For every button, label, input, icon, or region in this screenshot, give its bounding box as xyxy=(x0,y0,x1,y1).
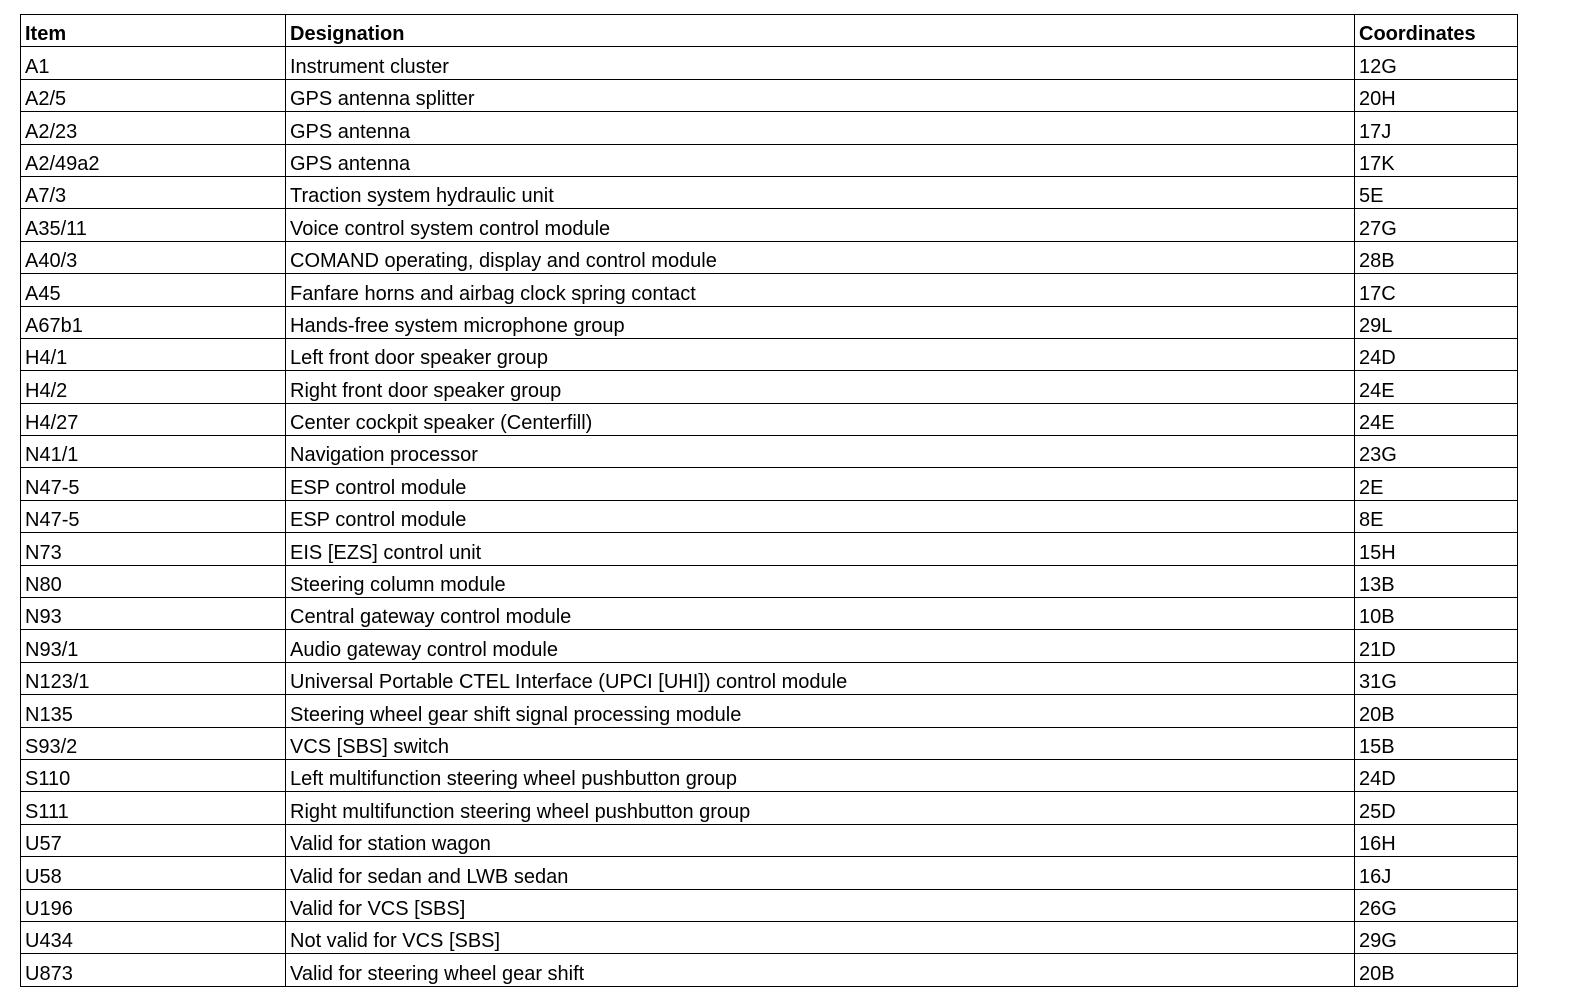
cell-item: U58 xyxy=(21,857,286,889)
table-row xyxy=(21,598,1518,630)
cell-designation: Left front door speaker group xyxy=(286,338,1355,370)
table-row xyxy=(21,695,1518,727)
cell-designation: Instrument cluster xyxy=(286,47,1355,79)
table-row xyxy=(21,112,1518,144)
cell-designation: GPS antenna xyxy=(286,112,1355,144)
table-row xyxy=(21,338,1518,370)
cell-coordinates: 12G xyxy=(1355,47,1518,79)
cell-designation: Center cockpit speaker (Centerfill) xyxy=(286,403,1355,435)
cell-coordinates: 10B xyxy=(1355,598,1518,630)
cell-coordinates: 15B xyxy=(1355,727,1518,759)
cell-designation: Valid for station wagon xyxy=(286,824,1355,856)
table-row xyxy=(21,403,1518,435)
cell-coordinates: 17J xyxy=(1355,112,1518,144)
cell-item: N41/1 xyxy=(21,436,286,468)
cell-item: S110 xyxy=(21,759,286,791)
cell-item: U196 xyxy=(21,889,286,921)
cell-designation: Valid for VCS [SBS] xyxy=(286,889,1355,921)
cell-designation: Fanfare horns and airbag clock spring contact xyxy=(286,274,1355,306)
cell-item: H4/27 xyxy=(21,403,286,435)
header-coordinates: Coordinates xyxy=(1355,15,1518,47)
cell-coordinates: 20H xyxy=(1355,79,1518,111)
cell-item: N73 xyxy=(21,533,286,565)
table-row xyxy=(21,889,1518,921)
cell-designation: Steering wheel gear shift signal processing module xyxy=(286,695,1355,727)
cell-designation: Right multifunction steering wheel pushbutton group xyxy=(286,792,1355,824)
cell-item: A35/11 xyxy=(21,209,286,241)
cell-coordinates: 23G xyxy=(1355,436,1518,468)
table-row xyxy=(21,533,1518,565)
table-header xyxy=(21,15,1518,47)
cell-coordinates: 24E xyxy=(1355,403,1518,435)
cell-item: N80 xyxy=(21,565,286,597)
table-row xyxy=(21,47,1518,79)
cell-coordinates: 31G xyxy=(1355,662,1518,694)
table-row xyxy=(21,759,1518,791)
component-table xyxy=(20,14,1518,987)
cell-coordinates: 17C xyxy=(1355,274,1518,306)
cell-coordinates: 20B xyxy=(1355,695,1518,727)
cell-item: N93/1 xyxy=(21,630,286,662)
cell-coordinates: 27G xyxy=(1355,209,1518,241)
cell-item: S111 xyxy=(21,792,286,824)
cell-item: A7/3 xyxy=(21,176,286,208)
table-body xyxy=(21,47,1518,986)
cell-designation: ESP control module xyxy=(286,500,1355,532)
table-row xyxy=(21,371,1518,403)
cell-item: N135 xyxy=(21,695,286,727)
table-row xyxy=(21,274,1518,306)
cell-item: A40/3 xyxy=(21,241,286,273)
table-row xyxy=(21,79,1518,111)
cell-item: A2/23 xyxy=(21,112,286,144)
cell-designation: COMAND operating, display and control module xyxy=(286,241,1355,273)
cell-coordinates: 5E xyxy=(1355,176,1518,208)
table-row xyxy=(21,565,1518,597)
table-row xyxy=(21,306,1518,338)
cell-coordinates: 13B xyxy=(1355,565,1518,597)
cell-item: U434 xyxy=(21,921,286,953)
table-row xyxy=(21,792,1518,824)
table-row xyxy=(21,144,1518,176)
table-row xyxy=(21,241,1518,273)
cell-coordinates: 24D xyxy=(1355,759,1518,791)
cell-designation: Steering column module xyxy=(286,565,1355,597)
cell-designation: Valid for sedan and LWB sedan xyxy=(286,857,1355,889)
cell-item: A45 xyxy=(21,274,286,306)
cell-coordinates: 8E xyxy=(1355,500,1518,532)
cell-coordinates: 29G xyxy=(1355,921,1518,953)
cell-designation: Right front door speaker group xyxy=(286,371,1355,403)
cell-designation: VCS [SBS] switch xyxy=(286,727,1355,759)
cell-designation: Traction system hydraulic unit xyxy=(286,176,1355,208)
cell-coordinates: 17K xyxy=(1355,144,1518,176)
cell-designation: EIS [EZS] control unit xyxy=(286,533,1355,565)
cell-coordinates: 25D xyxy=(1355,792,1518,824)
cell-designation: ESP control module xyxy=(286,468,1355,500)
table-row xyxy=(21,727,1518,759)
cell-designation: Not valid for VCS [SBS] xyxy=(286,921,1355,953)
cell-item: N47-5 xyxy=(21,468,286,500)
cell-item: A67b1 xyxy=(21,306,286,338)
cell-designation: Audio gateway control module xyxy=(286,630,1355,662)
table-row xyxy=(21,921,1518,953)
cell-coordinates: 24D xyxy=(1355,338,1518,370)
cell-item: H4/2 xyxy=(21,371,286,403)
table-row xyxy=(21,954,1518,986)
cell-designation: Navigation processor xyxy=(286,436,1355,468)
cell-coordinates: 16J xyxy=(1355,857,1518,889)
cell-designation: Universal Portable CTEL Interface (UPCI [UHI]) control module xyxy=(286,662,1355,694)
cell-item: A1 xyxy=(21,47,286,79)
table-row xyxy=(21,176,1518,208)
cell-coordinates: 26G xyxy=(1355,889,1518,921)
table-row xyxy=(21,436,1518,468)
table-row xyxy=(21,468,1518,500)
cell-designation: GPS antenna splitter xyxy=(286,79,1355,111)
cell-coordinates: 16H xyxy=(1355,824,1518,856)
cell-item: A2/5 xyxy=(21,79,286,111)
header-row xyxy=(21,15,1518,47)
component-table-container xyxy=(20,14,1517,987)
table-row xyxy=(21,209,1518,241)
cell-coordinates: 24E xyxy=(1355,371,1518,403)
cell-coordinates: 15H xyxy=(1355,533,1518,565)
cell-item: A2/49a2 xyxy=(21,144,286,176)
cell-designation: Central gateway control module xyxy=(286,598,1355,630)
cell-item: N93 xyxy=(21,598,286,630)
cell-designation: Voice control system control module xyxy=(286,209,1355,241)
table-row xyxy=(21,824,1518,856)
cell-coordinates: 29L xyxy=(1355,306,1518,338)
cell-designation: GPS antenna xyxy=(286,144,1355,176)
header-item: Item xyxy=(21,15,286,47)
header-designation: Designation xyxy=(286,15,1355,47)
table-row xyxy=(21,662,1518,694)
cell-designation: Hands-free system microphone group xyxy=(286,306,1355,338)
cell-coordinates: 2E xyxy=(1355,468,1518,500)
cell-coordinates: 28B xyxy=(1355,241,1518,273)
table-row xyxy=(21,630,1518,662)
cell-item: H4/1 xyxy=(21,338,286,370)
cell-item: U873 xyxy=(21,954,286,986)
cell-designation: Left multifunction steering wheel pushbutton group xyxy=(286,759,1355,791)
cell-item: N123/1 xyxy=(21,662,286,694)
table-row xyxy=(21,857,1518,889)
cell-item: U57 xyxy=(21,824,286,856)
cell-designation: Valid for steering wheel gear shift xyxy=(286,954,1355,986)
cell-item: N47-5 xyxy=(21,500,286,532)
table-row xyxy=(21,500,1518,532)
cell-coordinates: 20B xyxy=(1355,954,1518,986)
cell-coordinates: 21D xyxy=(1355,630,1518,662)
cell-item: S93/2 xyxy=(21,727,286,759)
